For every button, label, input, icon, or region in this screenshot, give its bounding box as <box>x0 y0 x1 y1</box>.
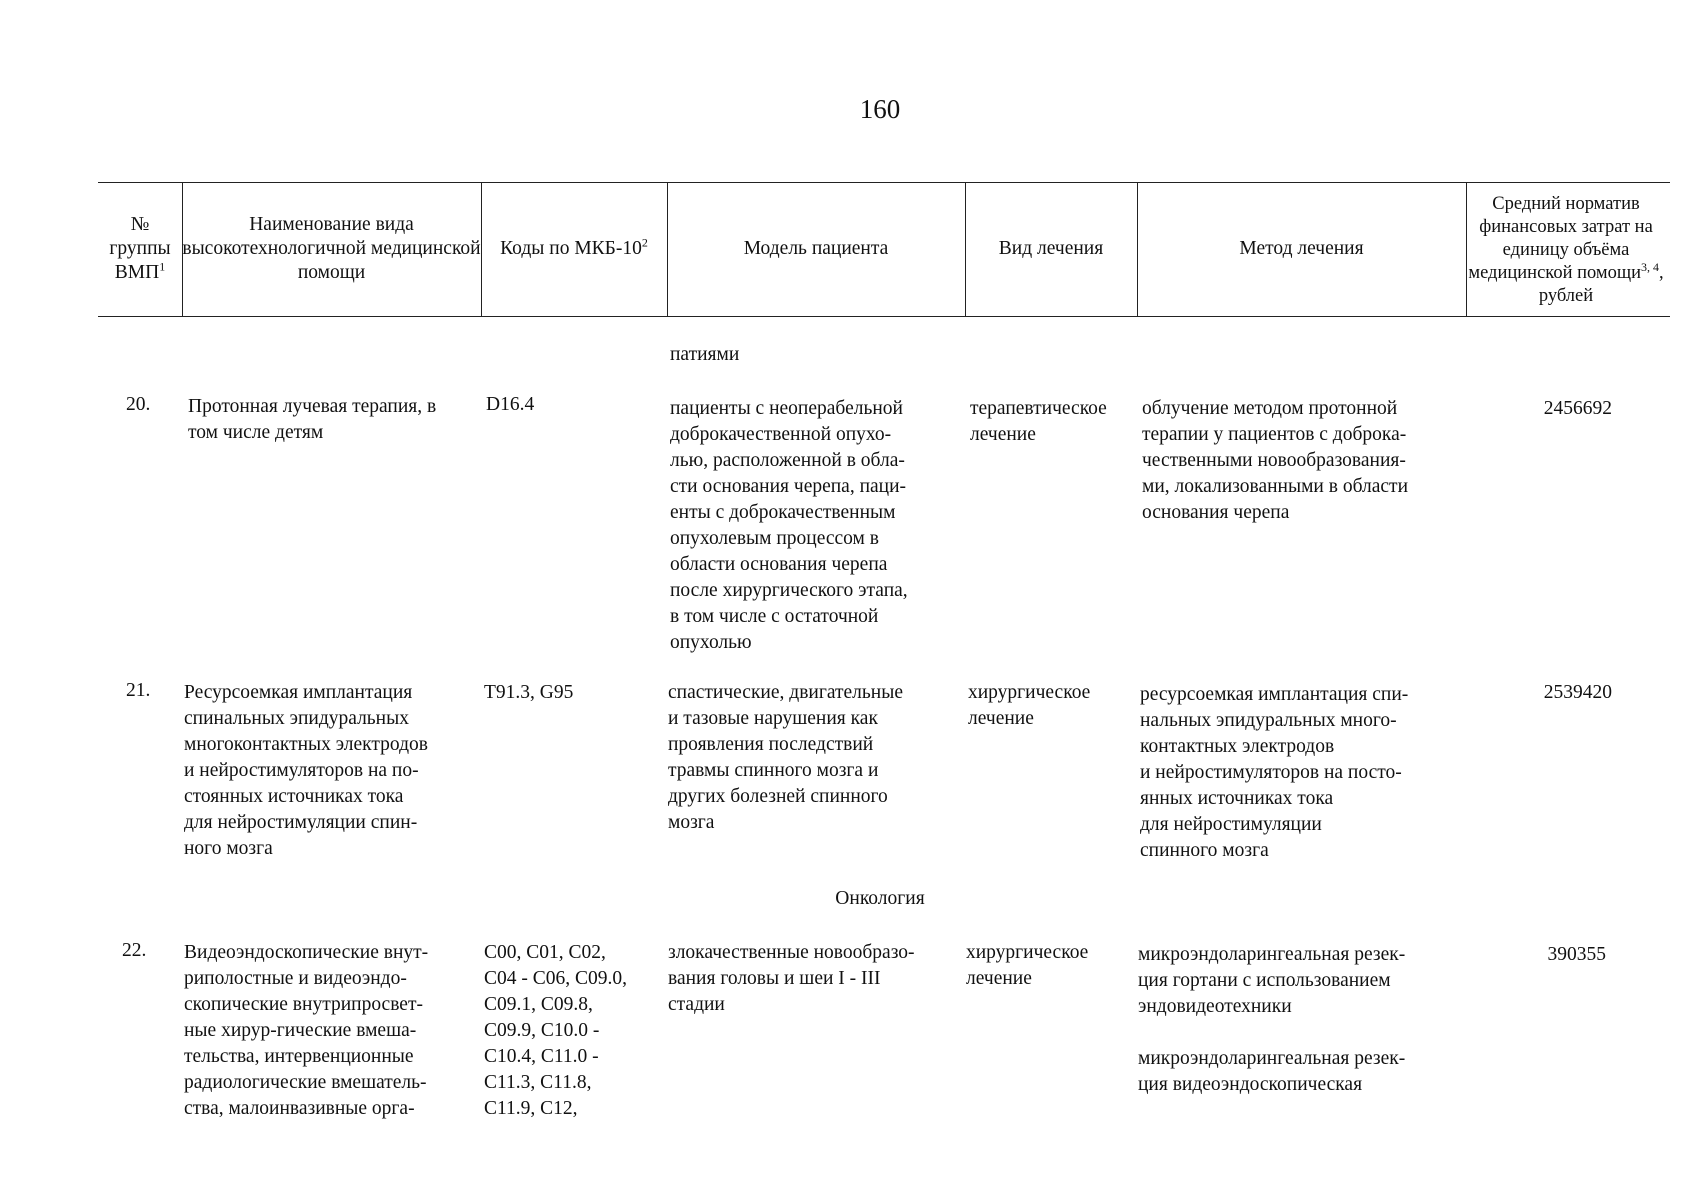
icd-codes: C00, C01, C02, C04 - C06, C09.0, C09.1, C09.8, C09.9, C10.0 - C10.4, C11.0 - C11.3, C11.8, C11.9, C12, <box>484 942 628 1119</box>
page-number: 160 <box>859 94 901 124</box>
header-bottom-rule <box>98 316 1670 317</box>
icd-codes: T91.3, G95 <box>484 682 574 703</box>
care-type-name: Протонная лучевая терапия, в том числе детям <box>188 396 437 443</box>
care-type-name: Видеоэндоскопические внут- риполостные и видеоэндо- скопические внутрипросвет- ные хирур-гические вмеша- тельства, интервенционные радиологические вмешатель- ства, малоинвазивные орга- <box>184 942 429 1119</box>
section-title-oncology: Онкология <box>835 888 925 909</box>
icd-codes: D16.4 <box>486 394 535 415</box>
treatment-type: хирургическое лечение <box>966 942 1089 989</box>
header-cost-standard: Средний норматив финансовых затрат на единицу объёма медицинской помощи$^{3, 4}$, рублей <box>1468 193 1664 306</box>
row-number: 20. <box>126 394 151 415</box>
header-treatment-method: Метод лечения <box>1239 238 1364 259</box>
cost-value: 2456692 <box>1543 398 1612 419</box>
treatment-method: микроэндоларингеальная резек- ция гортани с использованием эндовидеотехники <box>1138 944 1406 1017</box>
patient-model: спастические, двигательные и тазовые нарушения как проявления последствий травмы спинного мозга и других болезней спинного мозга <box>668 682 903 833</box>
treatment-method: микроэндоларингеальная резек- ция видеоэндоскопическая <box>1138 1048 1406 1095</box>
continuation-text: патиями <box>670 344 740 365</box>
cost-value: 2539420 <box>1543 682 1612 703</box>
header-patient-model: Модель пациента <box>743 238 889 259</box>
row-number: 21. <box>126 680 151 701</box>
patient-model: пациенты с неоперабельной доброкачественной опухо- лью, расположенной в обла- сти основания черепа, паци- енты с доброкачественным опухолевым процессом в области основания черепа после хирургического этапа, в том числе с остаточной опухолью <box>670 398 908 653</box>
row-number: 22. <box>122 940 147 961</box>
header-treatment-type: Вид лечения <box>998 238 1104 259</box>
cost-value: 390355 <box>1547 944 1606 965</box>
header-icd-codes: Коды по МКБ-$10^2$ <box>500 235 648 259</box>
treatment-method: облучение методом протонной терапии у пациентов с доброка- чественными новообразования- ми, локализованными в области основания черепа <box>1142 398 1409 523</box>
header-care-type-name: Наименование вида высокотехнологичной медицинской помощи <box>182 214 481 283</box>
treatment-method: ресурсоемкая имплантация спи- нальных эпидуральных много- контактных электродов и нейростимуляторов на посто- янных источниках тока для нейростимуляции спинного мозга <box>1140 684 1409 861</box>
care-type-name: Ресурсоемкая имплантация спинальных эпидуральных многоконтактных электродов и нейростимуляторов на по- стоянных источниках тока для нейростимуляции спин- ного мозга <box>184 682 428 859</box>
treatment-type: хирургическое лечение <box>968 682 1091 729</box>
patient-model: злокачественные новообразо- вания головы и шеи I - III стадии <box>668 942 915 1015</box>
treatment-type: терапевтическое лечение <box>970 398 1107 445</box>
header-group-number: № группы ВМП$^1$ <box>109 214 171 283</box>
